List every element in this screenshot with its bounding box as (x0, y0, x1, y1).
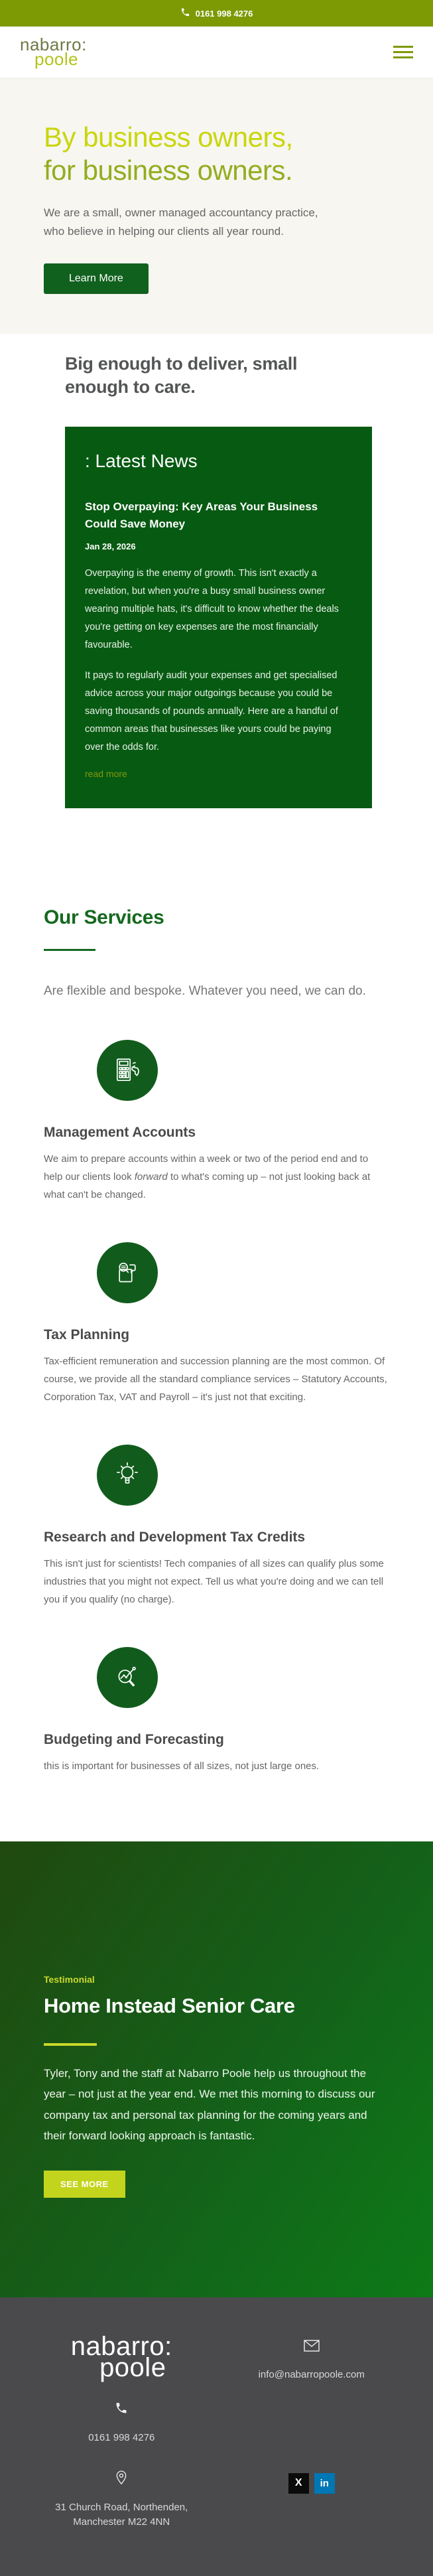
service-text-italic: forward (134, 1171, 168, 1182)
latest-news-card (65, 427, 372, 808)
footer-address (55, 2500, 188, 2530)
topbar-phone-number: 0161 998 4276 (195, 8, 253, 19)
footer-logo-line1: nabarro: (70, 2331, 172, 2361)
service-text-part: to what's coming up – not just looking back at what can't be changed. (44, 1171, 371, 1200)
lightbulb-icon (97, 1445, 158, 1506)
chart-magnifier-icon (97, 1647, 158, 1708)
topbar-phone-link[interactable] (180, 7, 253, 19)
logo-line1: nabarro: (20, 35, 87, 55)
news-article-paragraph-2: It pays to regularly audit your expenses and get specialised advice across your major outgoings because you could be saving thousands of pounds annually. Here are a handful of common areas that businesses like yours could be paying over the odds for. (85, 670, 338, 752)
service-text-part: We aim to prepare accounts within a week or two of the period end and to help our clients look (44, 1153, 369, 1182)
hero-headline-line2: for business owners. (44, 154, 293, 186)
hero-section (0, 78, 433, 334)
footer-right-column (217, 2336, 407, 2530)
phone-icon (115, 2401, 128, 2415)
logo-line2: poole (34, 48, 79, 69)
service-text: Tax-efficient remuneration and succession planning are the most common. Of course, we provide all the standard compliance services – Statutory Accounts, Corporation Tax, VAT and Payroll – it's just not that exciting. (44, 1355, 387, 1403)
latest-news-title: : Latest News (85, 451, 198, 472)
testimonial-label: Testimonial (44, 1973, 95, 1985)
news-article-title[interactable]: Stop Overpaying: Key Areas Your Business Could Save Money (85, 500, 318, 530)
testimonial-section (0, 1841, 433, 2297)
calculator-phone-icon (97, 1040, 158, 1101)
service-text: This isn't just for scientists! Tech companies of all sizes can qualify plus some industries that you might not expect. Tell us what you're doing and we can tell you if you qualify (no charge). (44, 1557, 384, 1605)
learn-more-button[interactable]: Learn More (44, 263, 149, 294)
news-article-date: Jan 28, 2026 (85, 541, 136, 552)
service-title: Tax Planning (44, 1326, 130, 1342)
service-title: Research and Development Tax Credits (44, 1529, 306, 1545)
services-intro: Are flexible and bespoke. Whatever you need, we can do. (44, 983, 366, 998)
footer-phone-number[interactable]: 0161 998 4276 (88, 2432, 155, 2444)
read-more-link[interactable]: read more (85, 768, 127, 779)
phone-icon (180, 7, 190, 19)
testimonial-underline (44, 2043, 97, 2046)
intro-news-section (0, 334, 433, 847)
testimonial-heading: Home Instead Senior Care (44, 1993, 295, 2017)
footer-address-line2: Manchester M22 4NN (73, 2516, 170, 2528)
footer-address-line1: 31 Church Road, Northenden, (55, 2502, 188, 2514)
service-text: this is important for businesses of all sizes, not just large ones. (44, 1760, 320, 1772)
services-heading: Our Services (44, 906, 164, 928)
footer-logo[interactable] (27, 2331, 217, 2383)
hero-headline (44, 121, 389, 186)
service-blurb-management-accounts (44, 1040, 389, 1204)
service-title: Budgeting and Forecasting (44, 1731, 224, 1747)
envelope-icon (304, 2340, 320, 2352)
footer-logo-line2: poole (99, 2353, 166, 2383)
intro-heading: Big enough to deliver, small enough to care. (65, 354, 298, 397)
service-blurb-budgeting-forecasting (44, 1647, 389, 1775)
service-title: Management Accounts (44, 1124, 196, 1140)
x-twitter-icon[interactable]: X (288, 2473, 309, 2494)
services-section (0, 848, 433, 1841)
footer-left-column (27, 2331, 217, 2530)
news-article-paragraph-1: Overpaying is the enemy of growth. This isn't exactly a revelation, but when you're a busy small business owner wearing multiple hats, it's difficult to know whether the deals you're getting on key expenses are the most financially favourable. (85, 568, 339, 650)
testimonial-quote: Tyler, Tony and the staff at Nabarro Poole help us throughout the year – not just at the year end. We met this morning to discuss our company tax and personal tax planning for the coming years and their forward looking approach is fantastic. (44, 2066, 375, 2143)
service-blurb-tax-planning (44, 1242, 389, 1406)
site-logo[interactable] (20, 35, 87, 69)
footer-social-icons (288, 2473, 335, 2494)
see-more-button[interactable]: SEE MORE (44, 2171, 125, 2198)
site-header (0, 27, 433, 78)
hero-paragraph: We are a small, owner managed accountancy practice, who believe in helping our clients all year round. (44, 206, 318, 238)
location-pin-icon (115, 2470, 128, 2486)
service-text (44, 1150, 389, 1204)
documents-magnifier-icon (97, 1242, 158, 1303)
services-heading-underline (44, 949, 95, 951)
site-footer (0, 2297, 433, 2576)
top-phone-bar (0, 0, 433, 27)
footer-email-link[interactable]: info@nabarropoole.com (258, 2368, 365, 2380)
hero-headline-line1: By business owners, (44, 121, 293, 153)
service-blurb-rd-tax-credits (44, 1445, 389, 1609)
linkedin-icon[interactable]: in (314, 2473, 335, 2494)
hamburger-menu-icon[interactable] (393, 42, 413, 62)
